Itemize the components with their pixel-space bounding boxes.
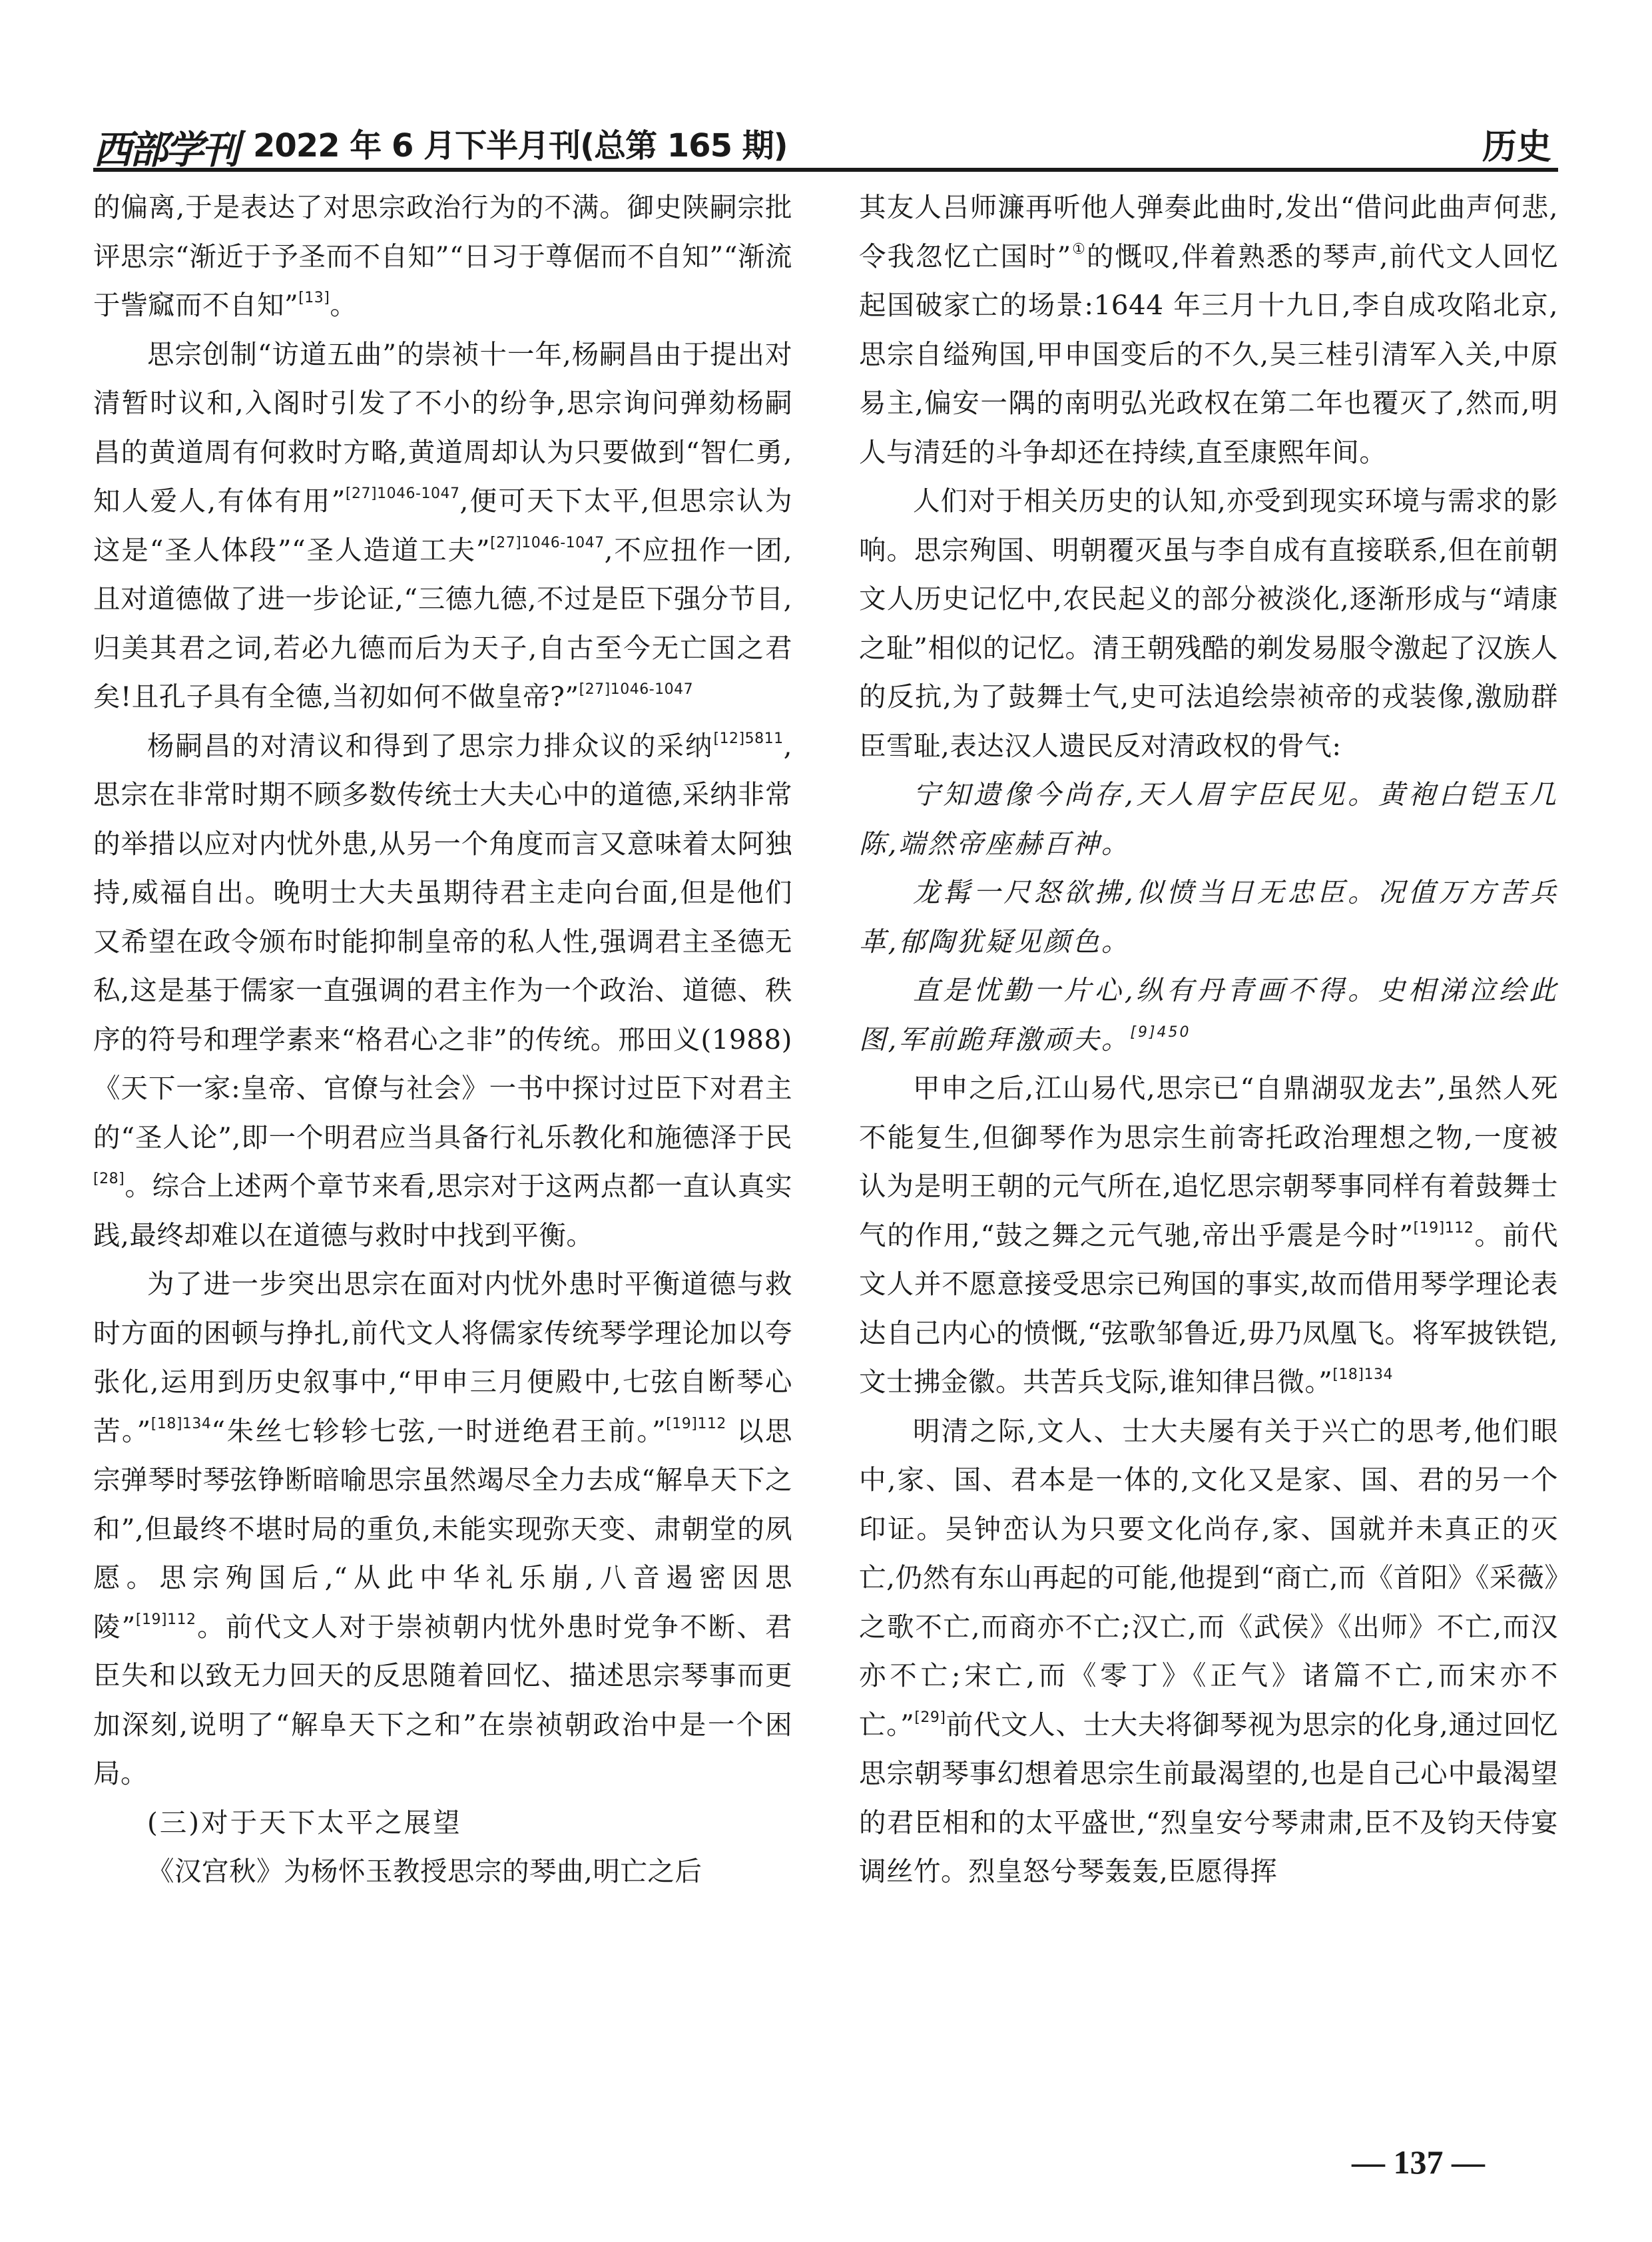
journal-logo: 西部学刊 [93,127,238,172]
paragraph-text: 为了进一步突出思宗在面对内忧外患时平衡道德与救时方面的困顿与挣扎,前代文人将儒家传统琴学理论加以夸张化,运用到历史叙事中,“甲申三月便殿中,七弦自断琴心苦。” [93,1268,792,1447]
citation-ref: [19]112 [1413,1219,1474,1237]
paragraph-text: 。前代文人对于崇祯朝内忧外患时党争不断、君臣失和以致无力回天的反思随着回忆、描述思宗琴事而更加深刻,说明了“解阜天下之和”在崇祯朝政治中是一个困局。 [93,1610,792,1789]
paragraph-text: 甲申之后,江山易代,思宗已“自鼎湖驭龙去”,虽然人死不能复生,但御琴作为思宗生前寄托政治理想之物,一度被认为是明王朝的元气所在,追忆思宗朝琴事同样有着鼓舞士气的作用,“鼓之舞之元气驰,帝出乎震是今时” [859,1072,1558,1251]
paragraph-text: 的偏离,于是表达了对思宗政治行为的不满。御史陕嗣宗批评思宗“渐近于予圣而不自知”“日习于尊倨而不自知”“渐流于訾窳而不自知” [93,191,792,321]
poem-quote [859,868,1558,966]
citation-ref: [29] [914,1709,946,1726]
paragraph-text: (三)对于天下太平之展望 [147,1806,462,1838]
running-header [93,112,1558,172]
paragraph-text: 。前代文人并不愿意接受思宗已殉国的事实,故而借用琴学理论表达自己内心的愤慨,“弦歌邹鲁近,毋乃凤凰飞。将军披铁铠,文士拂金徽。共苦兵戈际,谁知律吕微。” [859,1219,1558,1398]
citation-ref: [9]450 [1130,1023,1191,1041]
paragraph-text: ,便可天下太平,但思宗认为这是“圣人体段”“圣人造道工夫” [93,485,792,566]
citation-ref: [19]112 [666,1415,726,1432]
poem-quote [859,770,1558,868]
paragraph [93,183,792,330]
paragraph [93,722,792,1261]
citation-ref: ① [1071,240,1087,258]
paragraph-text: 《汉宫秋》为杨怀玉教授思宗的琴曲,明亡之后 [147,1855,702,1887]
paragraph-text: “朱丝七轸轸七弦,一时迸绝君王前。” [211,1414,667,1447]
paragraph [859,477,1558,770]
paragraph [93,1847,792,1896]
paragraph-text: 。 [330,289,358,321]
paragraph-text: 前代文人、士大夫将御琴视为思宗的化身,通过回忆思宗朝琴事幻想着思宗生前最渴望的,也是自己心中最渴望的君臣相和的太平盛世,“烈皇安兮琴肃肃,臣不及钧天侍宴调丝竹。烈皇怒兮琴轰轰,臣愿得挥 [859,1708,1558,1887]
right-column [859,183,1558,2104]
paragraph [859,1407,1558,1896]
left-column [93,183,792,2104]
page-number: — 137 — [1352,2143,1485,2181]
paragraph-text: 其友人吕师濂再听他人弹奏此曲时,发出“借问此曲声何悲,令我忽忆亡国时” [859,191,1558,272]
paragraph-text: 的慨叹,伴着熟悉的琴声,前代文人回忆起国破家亡的场景:1644 年三月十九日,李自成攻陷北京,思宗自缢殉国,甲申国变后的不久,吴三桂引清军入关,中原易主,偏安一隅的南明弘光政权在第二年也覆灭了,然而,明人与清廷的斗争却还在持续,直至康熙年间。 [859,240,1558,468]
citation-ref: [13] [298,290,330,306]
citation-ref: [18]134 [150,1415,212,1432]
poem-quote [859,966,1558,1064]
citation-ref: [12]5811 [713,730,784,747]
paragraph-text: ,思宗在非常时期不顾多数传统士大夫心中的道德,采纳非常的举措以应对内忧外患,从另一个角度而言又意味着太阿独持,威福自出。晚明士大夫虽期待君主走向台面,但是他们又希望在政令颁布时能抑制皇帝的私人性,强调君主圣德无私,这是基于儒家一直强调的君主作为一个政治、道德、秩序的符号和理学素来“格君心之非”的传统。邢田义(1988)《天下一家:皇帝、官僚与社会》一书中探讨过臣下对君主的“圣人论”,即一个明君应当具备行礼乐教化和施德泽于民 [93,729,792,1153]
section-subheading [93,1799,792,1848]
citation-ref: [27]1046-1047 [345,485,460,502]
citation-ref: [27]1046-1047 [490,534,605,551]
paragraph-text: 明清之际,文人、士大夫屡有关于兴亡的思考,他们眼中,家、国、君本是一体的,文化又是家、国、君的另一个印证。吴钟峦认为只要文化尚存,家、国就并未真正的灭亡,仍然有东山再起的可能,他提到“商亡,而《首阳》《采薇》之歌不亡,而商亦不亡;汉亡,而《武侯》《出师》不亡,而汉亦不亡;宋亡,而《零丁》《正气》诸篇不亡,而宋亦不亡。” [859,1414,1558,1741]
section-label: 历史 [1482,127,1551,167]
citation-ref: [28] [93,1171,125,1187]
citation-ref: [18]134 [1332,1366,1393,1383]
paragraph-text: 杨嗣昌的对清议和得到了思宗力排众议的采纳 [147,729,714,762]
paragraph-text: 人们对于相关历史的认知,亦受到现实环境与需求的影响。思宗殉国、明朝覆灭虽与李自成有直接联系,但在前朝文人历史记忆中,农民起义的部分被淡化,逐渐形成与“靖康之耻”相似的记忆。清王朝残酷的剃发易服令激起了汉族人的反抗,为了鼓舞士气,史可法追绘崇祯帝的戎装像,激励群臣雪耻,表达汉人遗民反对清政权的骨气: [859,485,1558,762]
paragraph-text: 。综合上述两个章节来看,思宗对于这两点都一直认真实践,最终却难以在道德与救时中找到平衡。 [93,1170,792,1251]
paragraph-text: 直是忧勤一片心,纵有丹青画不得。史相涕泣绘此图,军前跪拜激顽夫。 [859,974,1558,1055]
paragraph-text: 思宗创制“访道五曲”的崇祯十一年,杨嗣昌由于提出对清暂时议和,入阁时引发了不小的纷争,思宗询问弹劾杨嗣昌的黄道周有何救时方略,黄道周却认为只要做到“智仁勇,知人爱人,有体有用” [93,338,792,517]
header-rule [93,168,1558,172]
paragraph-text: 以思宗弹琴时琴弦铮断暗喻思宗虽然竭尽全力去成“解阜天下之和”,但最终不堪时局的重负,未能实现弥天变、肃朝堂的夙愿。思宗殉国后,“从此中华礼乐崩,八音遏密因思陵” [93,1414,792,1643]
paragraph [859,183,1558,477]
citation-ref: [19]112 [135,1611,196,1628]
issue-info: 2022 年 6 月下半月刊(总第 165 期) [253,127,788,164]
paragraph [93,330,792,722]
paragraph-text: ,不应扭作一团,且对道德做了进一步论证,“三德九德,不过是臣下强分节目,归美其君之词,若必九德而后为天子,自古至今无亡国之君矣!且孔子具有全德,当初如何不做皇帝?” [93,533,792,712]
paragraph [859,1064,1558,1407]
citation-ref: [27]1046-1047 [579,681,694,698]
paragraph-text: 宁知遗像今尚存,天人眉宇臣民见。黄袍白铠玉几陈,端然帝座赫百神。 [859,778,1558,860]
paragraph-text: 龙髯一尺怒欲拂,似愤当日无忠臣。况值万方苦兵革,郁陶犹疑见颜色。 [859,876,1558,958]
paragraph [93,1260,792,1799]
